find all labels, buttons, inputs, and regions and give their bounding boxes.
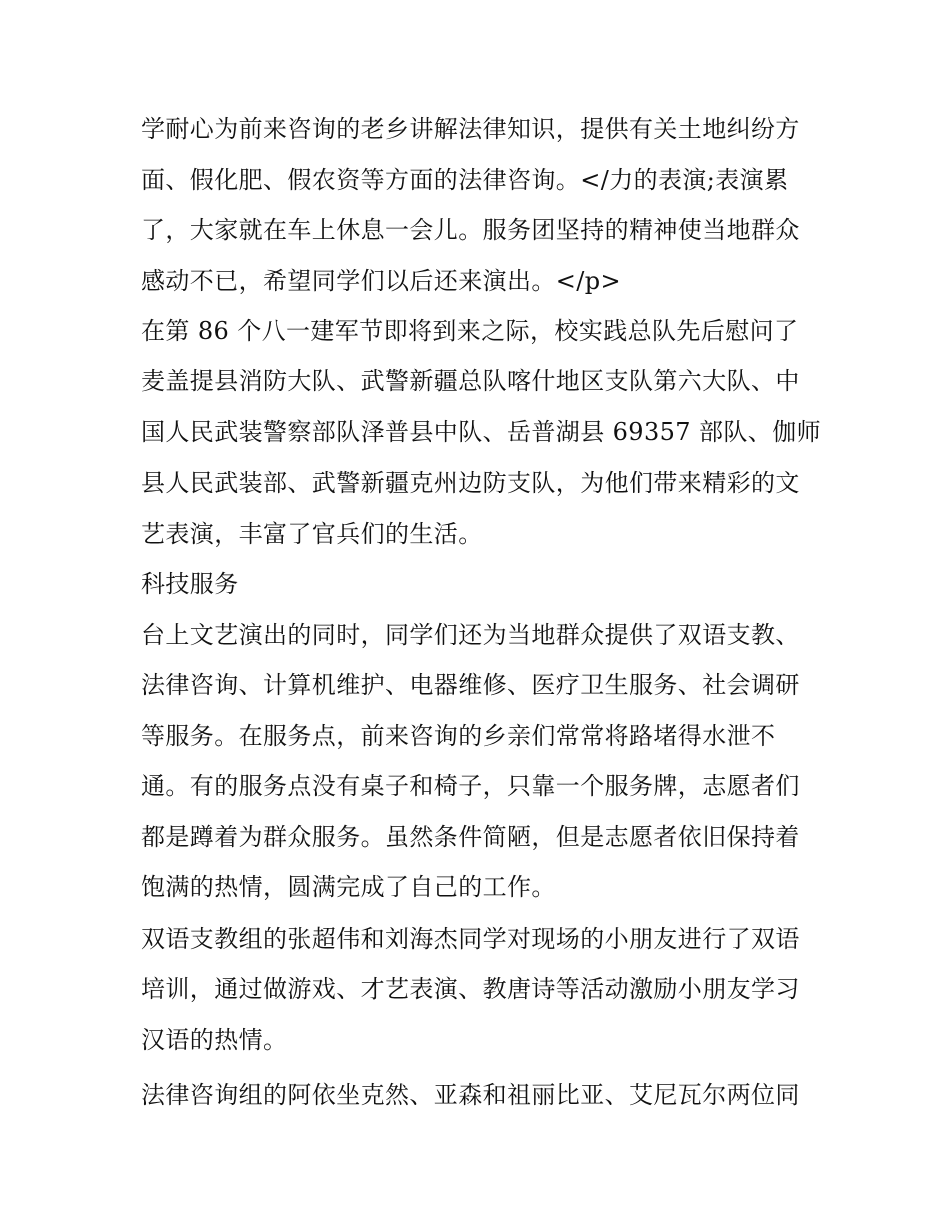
text-line: 台上文艺演出的同时，同学们还为当地群众提供了双语支教、: [141, 621, 800, 649]
text-line: 县人民武装部、武警新疆克州边防支队，为他们带来精彩的文: [141, 469, 800, 497]
text-line: 国人民武装警察部队泽普县中队、岳普湖县 69357 部队、伽师: [141, 418, 822, 446]
text-line: 面、假化肥、假农资等方面的法律咨询。</力的表演;表演累: [141, 166, 789, 194]
text-line: 等服务。在服务点，前来咨询的乡亲们常常将路堵得水泄不: [141, 722, 776, 750]
text-line: 学耐心为前来咨询的老乡讲解法律知识，提供有关土地纠纷方: [141, 115, 800, 143]
text-line: 都是蹲着为群众服务。虽然条件简陋，但是志愿者依旧保持着: [141, 823, 800, 851]
text-line: 在第 86 个八一建军节即将到来之际，校实践总队先后慰问了: [141, 317, 799, 345]
text-line: 法律咨询、计算机维护、电器维修、医疗卫生服务、社会调研: [141, 671, 800, 699]
text-line: 饱满的热情，圆满完成了自己的工作。: [141, 873, 556, 901]
text-line: 麦盖提县消防大队、武警新疆总队喀什地区支队第六大队、中: [141, 367, 800, 395]
section-heading: 科技服务: [141, 570, 239, 598]
text-line: 感动不已，希望同学们以后还来演出。</p>: [141, 267, 622, 295]
text-line: 汉语的热情。: [141, 1026, 288, 1054]
text-line: 培训，通过做游戏、才艺表演、教唐诗等活动激励小朋友学习: [141, 975, 800, 1003]
text-line: 通。有的服务点没有桌子和椅子，只靠一个服务牌，志愿者们: [141, 772, 800, 800]
text-line: 了，大家就在车上休息一会儿。服务团坚持的精神使当地群众: [141, 216, 800, 244]
text-line: 艺表演，丰富了官兵们的生活。: [141, 520, 483, 548]
text-line: 双语支教组的张超伟和刘海杰同学对现场的小朋友进行了双语: [141, 925, 800, 953]
text-line: 法律咨询组的阿依坐克然、亚森和祖丽比亚、艾尼瓦尔两位同: [141, 1081, 800, 1109]
